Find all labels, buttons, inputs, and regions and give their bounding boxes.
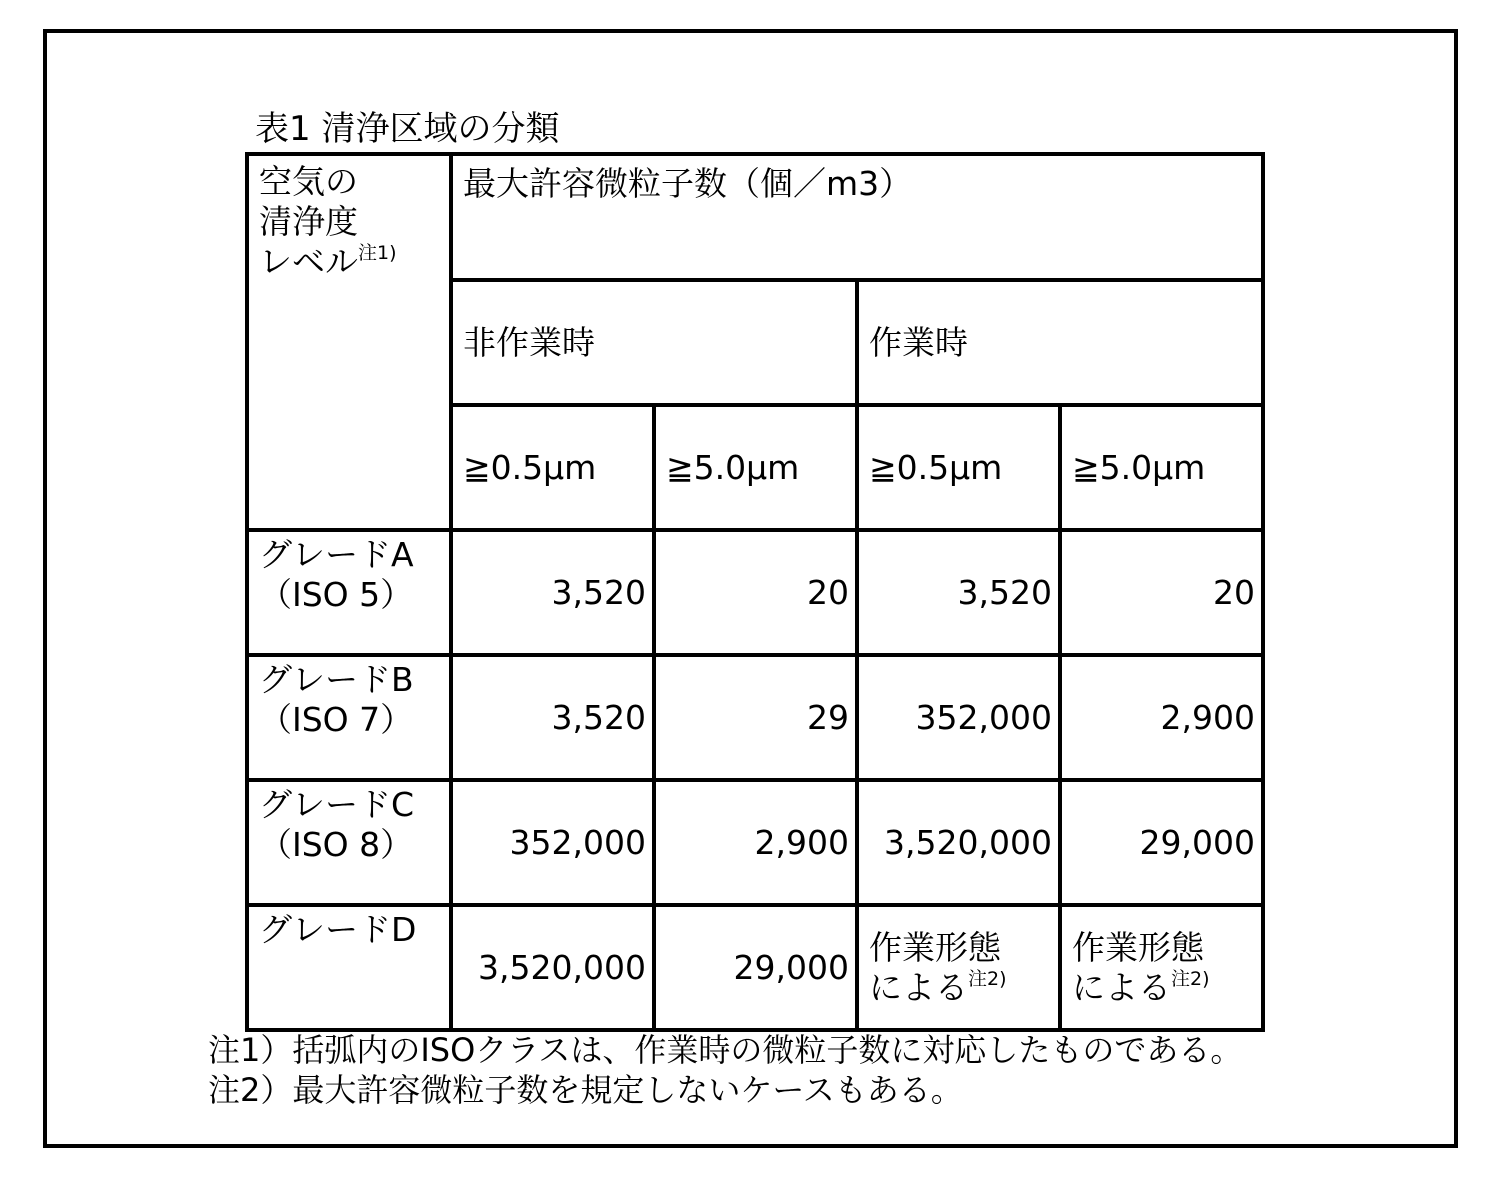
particle-count-cell: 3,520 — [451, 530, 654, 655]
table-row — [247, 780, 1263, 905]
particle-count-cell: 2,900 — [1060, 655, 1263, 780]
note-2-mark: 注2) — [1171, 967, 1210, 990]
particle-size-header: ≧5.0μm — [1060, 405, 1263, 530]
particle-count-cell: 3,520,000 — [451, 905, 654, 1030]
particle-count-cell: 29,000 — [1060, 780, 1263, 905]
max-particle-header: 最大許容微粒子数（個／m3） — [451, 154, 1263, 280]
table-row — [247, 905, 1263, 1030]
table-row — [247, 530, 1263, 655]
iso-class: （ISO 7） — [259, 700, 414, 739]
particle-size-header: ≧0.5μm — [451, 405, 654, 530]
work-dependent-line2: による$^{注2)}$ — [1072, 967, 1210, 1007]
cleanroom-classification-table — [245, 152, 1265, 1032]
work-dependent-cell — [1060, 905, 1263, 1030]
footnote-1: 注1）括弧内のISOクラスは、作業時の微粒子数に対応したものである。 — [208, 1031, 1243, 1069]
particle-count-cell: 352,000 — [451, 780, 654, 905]
non-operating-header: 非作業時 — [451, 280, 857, 405]
particle-count-cell: 2,900 — [654, 780, 857, 905]
particle-count-cell: 29,000 — [654, 905, 857, 1030]
iso-class: （ISO 8） — [259, 825, 414, 864]
cleanliness-level-header — [247, 154, 451, 530]
grade-cell — [247, 780, 451, 905]
header-row-1 — [247, 154, 1263, 280]
particle-count-cell: 3,520 — [451, 655, 654, 780]
grade-label: グレードC — [259, 785, 415, 824]
particle-count-cell: 20 — [654, 530, 857, 655]
work-dependent-cell — [857, 905, 1060, 1030]
grade-cell — [247, 530, 451, 655]
particle-count-cell: 20 — [1060, 530, 1263, 655]
particle-count-cell: 29 — [654, 655, 857, 780]
note-1-mark: 注1) — [358, 242, 397, 264]
particle-count-cell: 3,520 — [857, 530, 1060, 655]
footnotes — [208, 1030, 1242, 1110]
grade-cell — [247, 905, 451, 1030]
work-dependent-line1: 作業形態 — [869, 927, 1001, 967]
level-header-line: レベル$^{注1)}$ — [259, 242, 397, 281]
iso-class: （ISO 5） — [259, 575, 414, 614]
particle-size-header: ≧0.5μm — [857, 405, 1060, 530]
grade-cell — [247, 655, 451, 780]
grade-label: グレードA — [259, 535, 414, 574]
table-row — [247, 655, 1263, 780]
level-header-line: 清浄度 — [259, 202, 358, 241]
footnote-2: 注2）最大許容微粒子数を規定しないケースもある。 — [208, 1071, 963, 1109]
level-header-line: 空気の — [259, 162, 358, 201]
particle-count-cell: 3,520,000 — [857, 780, 1060, 905]
work-dependent-line2: による$^{注2)}$ — [869, 967, 1007, 1007]
table-caption: 表1 清浄区域の分類 — [255, 109, 560, 149]
grade-label: グレードD — [259, 910, 417, 949]
particle-size-header: ≧5.0μm — [654, 405, 857, 530]
operating-header: 作業時 — [857, 280, 1263, 405]
note-2-mark: 注2) — [968, 967, 1007, 990]
work-dependent-line1: 作業形態 — [1072, 927, 1204, 967]
grade-label: グレードB — [259, 660, 414, 699]
particle-count-cell: 352,000 — [857, 655, 1060, 780]
